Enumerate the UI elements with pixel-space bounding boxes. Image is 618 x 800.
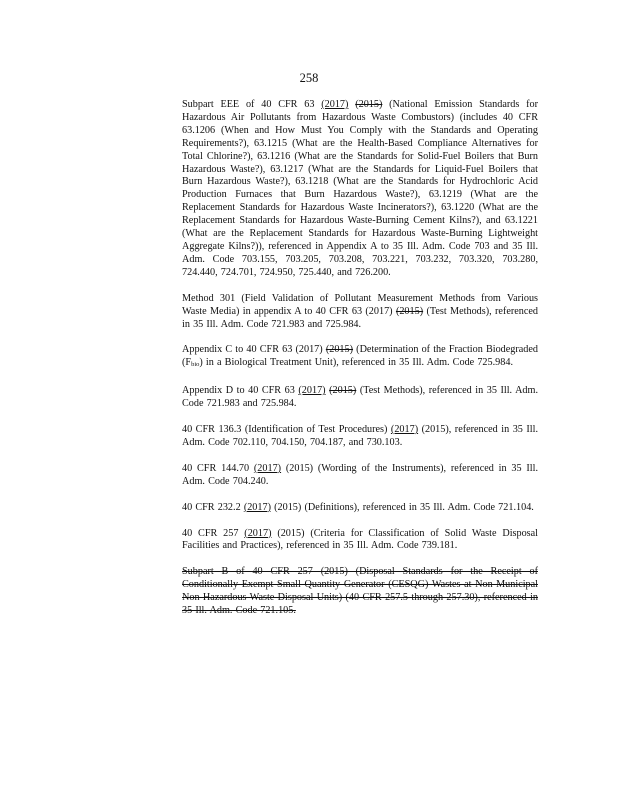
paragraph-text: (2015), referenced in 35 Ill. Adm. Code 702.110, 704.150, 704.187, and 730.103. [182,424,538,448]
subscript-text: bio [191,361,200,369]
deleted-text: (2015) [325,344,354,356]
paragraph-text: 40 CFR 257 [182,527,245,539]
deleted-text: (2015) [395,305,424,317]
reference-paragraph [182,463,538,489]
deleted-text: (2015) [329,385,357,397]
reference-paragraph [182,99,538,280]
paragraph-text: (Test Methods), referenced in 35 Ill. Adm. Code 721.983 and 725.984. [182,305,538,330]
reference-paragraph [182,566,538,618]
reference-paragraph [182,424,538,450]
paragraph-text: Method 301 (Field Validation of Pollutant Measurement Methods from Various Waste Media) in appendix A to 40 CFR 63 (2017) [182,292,538,317]
reference-paragraph [182,385,538,411]
paragraph-text: (2015) (Definitions), referenced in 35 Ill. Adm. Code 721.104. [270,501,534,513]
paragraph-text: 40 CFR 136.3 (Identification of Test Procedures) [182,424,391,436]
inserted-text: (2017) [253,462,282,474]
paragraph-text: Appendix D to 40 CFR 63 [182,385,299,397]
deleted-text: Subpart B of 40 CFR 257 (2015) (Disposal Standards for the Receipt of Conditionally Exempt Small Quantity Generator (CESQG) Wastes at Non-Municipal Non-Hazardous Waste Disposal Units) (40 CFR 257.5 through 257.30), referenced in 35 Ill. Adm. Code 721.105. [182,566,538,617]
inserted-text: (2017) [243,501,271,513]
paragraph-text: (National Emission Standards for Hazardous Air Pollutants from Hazardous Waste Combustors) (includes 40 CFR 63.1206 (When and How Must You Comply with the Standards and Operating Requirements?), 63.1215 (What are the Health-Based Compliance Alternatives for Total Chlorine?), 63.1216 (What are the Standards for Solid-Fuel Boilers that Burn Hazardous Waste?), 63.1217 (What are the Standards for Liquid-Fuel Boilers that Burn Hazardous Waste?), 63.1218 (What are the Standards for Hydrochloric Acid Production Furnaces that Burn Hazardous Waste?), 63.1219 (What are the Replacement Standards for Hazardous Waste Incinerators?), 63.1220 (What are the Replacement Standards for Hazardous Waste-Burning Cement Kilns?), and 63.1221 (What are the Replacement Standards for Hazardous Waste-Burning Lightweight Aggregate Kilns?)), referenced in Appendix A to 35 Ill. Adm. Code 703 and 35 Ill. Adm. Code 703.155, 703.205, 703.208, 703.221, 703.232, 703.320, 703.280, 724.440, 724.701, 724.950, 725.440, and 726.200. [182,99,538,278]
inserted-text: (2017) [321,99,349,110]
paragraph-text: (Test Methods), referenced in 35 Ill. Adm. Code 721.983 and 725.984. [182,385,538,410]
paragraph-text: (2015) (Criteria for Classification of Solid Waste Disposal Facilities and Practices), referenced in 35 Ill. Adm. Code 739.181. [182,527,538,552]
reference-paragraph [182,502,538,515]
inserted-text: (2017) [390,424,419,436]
reference-paragraph [182,528,538,554]
paragraph-text: Subpart EEE of 40 CFR 63 [182,99,322,110]
document-body [182,99,538,631]
paragraph-text: 40 CFR 232.2 [182,501,244,513]
inserted-text: (2017) [244,527,272,539]
paragraph-text: (Determination of the Fraction Biodegraded (F [182,344,539,369]
reference-paragraph [182,344,538,372]
paragraph-text: ) in a Biological Treatment Unit), referenced in 35 Ill. Adm. Code 725.984. [199,357,513,369]
paragraph-text: Appendix C to 40 CFR 63 (2017) [182,344,326,356]
deleted-text: (2015) [355,99,383,110]
paragraph-text: (2015) (Wording of the Instruments), referenced in 35 Ill. Adm. Code 704.240. [182,462,538,487]
page-number: 258 [299,71,319,85]
reference-paragraph [182,293,538,332]
inserted-text: (2017) [298,385,326,397]
paragraph-text: 40 CFR 144.70 [182,462,254,474]
